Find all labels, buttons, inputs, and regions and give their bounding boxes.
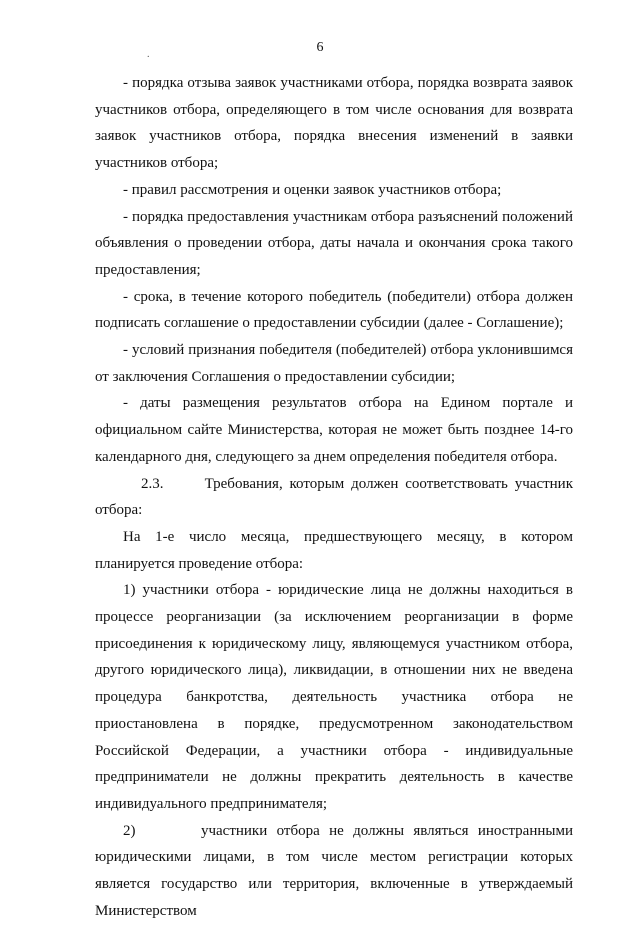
paragraph-first-day: На 1-е число месяца, предшествующего месяцу, в котором планируется проведение отбора: <box>95 528 573 572</box>
paragraph-item-1: 1) участники отбора - юридические лица не должны находиться в процессе реорганизации (за исключением реорганизации в форме присоединения к юридическому лицу, являющемуся участником отбора, другого юридического лица), ликвидации, в отношении них не введена процедура банкротства, деятельность участника отбора не приостановлена в порядке, предусмотренном законодательством Российской Федерации, а участники отбора - индивидуальные предприниматели не должны прекратить деятельность в качестве индивидуального предпринимателя; <box>95 582 573 812</box>
paragraph-agreement-term: - срока, в течение которого победитель (победители) отбора должен подписать соглашение о предоставлении субсидии (далее - Соглашение); <box>95 288 573 332</box>
paragraph-review-rules: - правил рассмотрения и оценки заявок участников отбора; <box>123 181 502 198</box>
paragraph-clarifications: - порядка предоставления участникам отбора разъяснений положений объявления о проведении отбора, даты начала и окончания срока такого предоставления; <box>95 208 573 278</box>
paragraph-item-2: 2) участники отбора не должны являться иностранными юридическими лицами, в том числе местом регистрации которых является государство или территория, включенные в утверждаемый Министерством <box>95 822 577 919</box>
paragraph-withdrawal-procedure: - порядка отзыва заявок участниками отбора, порядка возврата заявок участников отбора, определяющего в том числе основания для возврата заявок участников отбора, порядка внесения изменений в заявки участников отбора; <box>95 75 573 172</box>
document-body <box>95 70 577 925</box>
scan-speck: . <box>147 49 150 60</box>
section-heading-2-3: 2.3. Требования, которым должен соответствовать участник отбора: <box>95 475 577 519</box>
page-number: 6 <box>316 40 324 55</box>
paragraph-results-date: - даты размещения результатов отбора на Едином портале и официальном сайте Министерства, которая не может быть позднее 14-го календарного дня, следующего за днем определения победителя отбора. <box>95 395 573 465</box>
paragraph-evasion-conditions: - условий признания победителя (победителей) отбора уклонившимся от заключения Соглашения о предоставлении субсидии; <box>95 342 573 385</box>
